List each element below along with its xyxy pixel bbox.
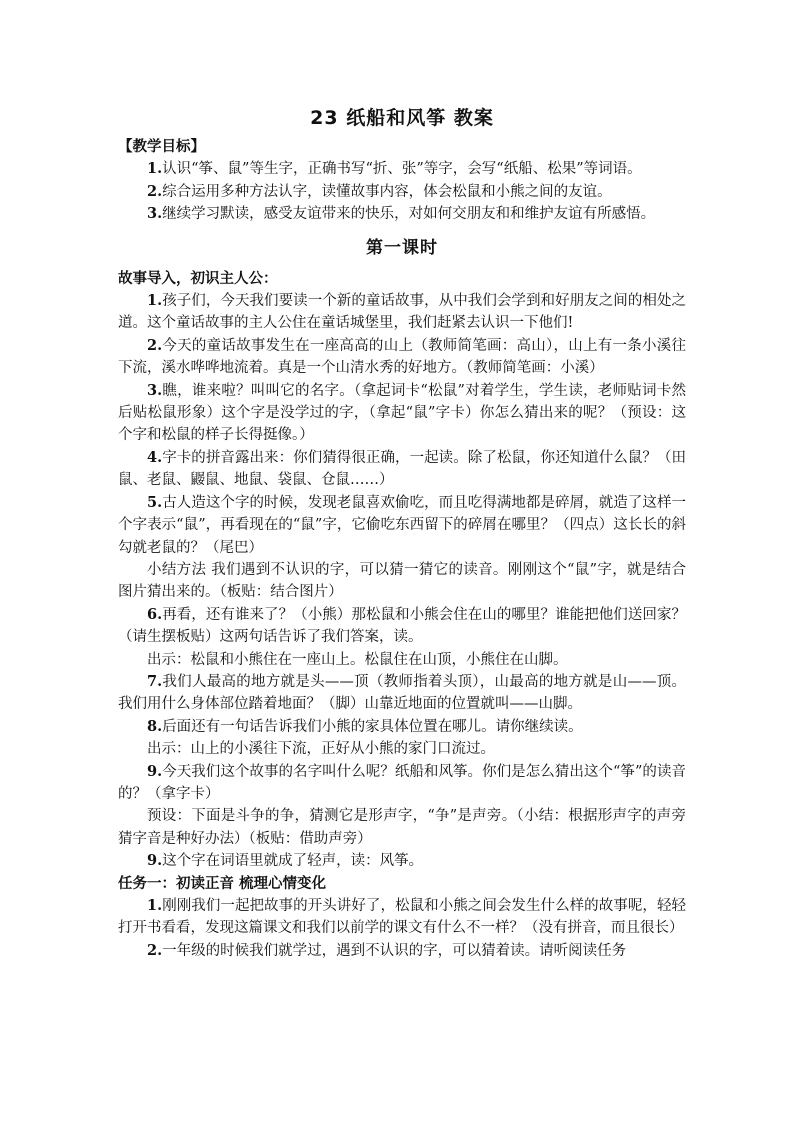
- task-one-heading: 任务一：初读正音 梳理心情变化: [118, 875, 327, 892]
- objective-item: [118, 203, 686, 225]
- story-intro-paragraph-number: 5.: [147, 493, 163, 511]
- objective-item-text: 综合运用多种方法认字，读懂故事内容，体会松鼠和小熊之间的友谊。: [162, 183, 612, 200]
- objective-item-number: 2.: [147, 182, 163, 200]
- story-intro-paragraph-number: 1.: [147, 292, 163, 310]
- story-intro-paragraph-number: 2.: [147, 336, 163, 354]
- document-title: 23 纸船和风筝 教案: [310, 107, 494, 129]
- objectives-section: [118, 136, 686, 226]
- story-intro-paragraph: [118, 716, 686, 738]
- story-intro-paragraph-text: 瞧，谁来啦？叫叫它的名字。（拿起词卡“松鼠”对着学生，学生读，老师贴词卡然后贴松鼠形象）这个字是没学过的字，（拿起“鼠”字卡）你怎么猜出来的呢？（预设：这个字和松鼠的样子长得挺像。）: [118, 382, 686, 444]
- story-intro-paragraph-text: 后面还有一句话告诉我们小熊的家具体位置在哪儿。请你继续读。: [162, 718, 583, 735]
- story-intro-paragraph-text: 小结方法 我们遇到不认识的字，可以猜一猜它的读音。刚刚这个“鼠”字，就是结合图片猜出来的。（板贴：结合图片）: [118, 561, 686, 601]
- story-intro-paragraph-text: 字卡的拼音露出来：你们猜得很正确，一起读。除了松鼠，你还知道什么鼠？（田鼠、老鼠、鼹鼠、地鼠、袋鼠、仓鼠……）: [118, 449, 686, 489]
- task-one-paragraphs: [118, 895, 686, 962]
- story-intro-paragraph: [118, 604, 686, 649]
- story-intro-paragraph-text: 预设：下面是斗争的争，猜测它是形声字，“争”是声旁。（小结：根据形声字的声旁猜字音是种好办法）（板贴：借助声旁）: [118, 808, 686, 847]
- task-one-paragraph-number: 2.: [147, 941, 163, 959]
- story-intro-paragraph: [118, 447, 686, 492]
- story-intro-paragraph-text: 再看，还有谁来了？（小熊）那松鼠和小熊会住在山的哪里？谁能把他们送回家？（请生摆板贴）这两句话告诉了我们答案，读。: [118, 606, 686, 646]
- story-intro-paragraph-text: 出示：山上的小溪往下流，正好从小熊的家门口流过。: [147, 741, 495, 758]
- story-intro-paragraph: [118, 335, 686, 380]
- task-one-section: [118, 873, 686, 963]
- story-intro-paragraph-text: 我们人最高的地方就是头——顶（教师指着头顶），山最高的地方就是山——顶。我们用什么身体部位踏着地面？（脚）山靠近地面的位置就叫——山脚。: [118, 673, 686, 713]
- story-intro-paragraph: [118, 559, 686, 604]
- story-intro-paragraph-number: 7.: [147, 672, 163, 690]
- story-intro-paragraph-text: 古人造这个字的时候，发现老鼠喜欢偷吃，而且吃得满地都是碎屑，就造了这样一个字表示“鼠”，再看现在的“鼠”字，它偷吃东西留下的碎屑在哪里？（四点）这长长的斜勾就老鼠的？（尾巴）: [118, 494, 686, 556]
- objective-item: [118, 181, 686, 203]
- story-intro-paragraph-number: 8.: [147, 717, 163, 735]
- story-intro-paragraph-text: 孩子们，今天我们要读一个新的童话故事，从中我们会学到和好朋友之间的相处之道。这个童话故事的主人公住在童话城堡里，我们赶紧去认识一下他们!: [118, 293, 686, 332]
- objective-item-text: 继续学习默读，感受友谊带来的快乐，对如何交朋友和和维护友谊有所感悟。: [162, 206, 656, 223]
- story-intro-paragraphs: [118, 290, 686, 873]
- story-intro-paragraph: [118, 761, 686, 806]
- lesson-heading: 第一课时: [366, 237, 438, 258]
- objectives-heading: 【教学目标】: [118, 139, 205, 155]
- story-intro-heading: 故事导入，初识主人公：: [118, 270, 278, 287]
- task-one-paragraph: [118, 895, 686, 940]
- story-intro-paragraph: [118, 805, 686, 850]
- story-intro-paragraph: [118, 492, 686, 559]
- story-intro-paragraph: [118, 290, 686, 335]
- story-intro-paragraph: [118, 850, 686, 872]
- task-one-paragraph-text: 刚刚我们一起把故事的开头讲好了，松鼠和小熊之间会发生什么样的故事呢，轻轻打开书看看，发现这篇课文和我们以前学的课文有什么不一样？（没有拼音，而且很长）: [118, 898, 686, 937]
- story-intro-paragraph-text: 出示：松鼠和小熊住在一座山上。松鼠住在山顶，小熊住在山脚。: [147, 651, 568, 668]
- task-one-paragraph-text: 一年级的时候我们就学过，遇到不认识的字，可以猜着读。请听阅读任务: [162, 942, 627, 959]
- story-intro-section: [118, 268, 686, 873]
- story-intro-paragraph: [118, 649, 686, 671]
- story-intro-paragraph-text: 这个字在词语里就成了轻声，读：风筝。: [162, 853, 424, 870]
- story-intro-paragraph-number: 4.: [147, 448, 163, 466]
- story-intro-paragraph-text: 今天我们这个故事的名字叫什么呢？纸船和风筝。你们是怎么猜出这个“筝”的读音的？（拿字卡）: [118, 763, 686, 802]
- story-intro-paragraph-number: 9.: [147, 852, 163, 870]
- story-intro-paragraph-number: 3.: [147, 381, 163, 399]
- lesson-plan-page: [118, 104, 686, 962]
- story-intro-paragraph: [118, 380, 686, 447]
- objective-item-text: 认识“筝、鼠”等生字，正确书写“折、张”等字，会写“纸船、松果”等词语。: [162, 161, 642, 178]
- story-intro-paragraph: [118, 738, 686, 760]
- objective-item-number: 1.: [147, 160, 163, 178]
- story-intro-paragraph-number: 9.: [147, 762, 163, 780]
- story-intro-paragraph: [118, 671, 686, 716]
- task-one-paragraph-number: 1.: [147, 897, 163, 914]
- task-one-paragraph: [118, 940, 686, 962]
- objective-item-number: 3.: [147, 205, 163, 223]
- story-intro-paragraph-number: 6.: [147, 605, 163, 623]
- objective-item: [118, 158, 686, 180]
- objectives-list: [118, 158, 686, 225]
- story-intro-paragraph-text: 今天的童话故事发生在一座高高的山上（教师简笔画：高山），山上有一条小溪往下流，溪水哗哗地流着。真是一个山清水秀的好地方。（教师简笔画：小溪）: [118, 337, 686, 377]
